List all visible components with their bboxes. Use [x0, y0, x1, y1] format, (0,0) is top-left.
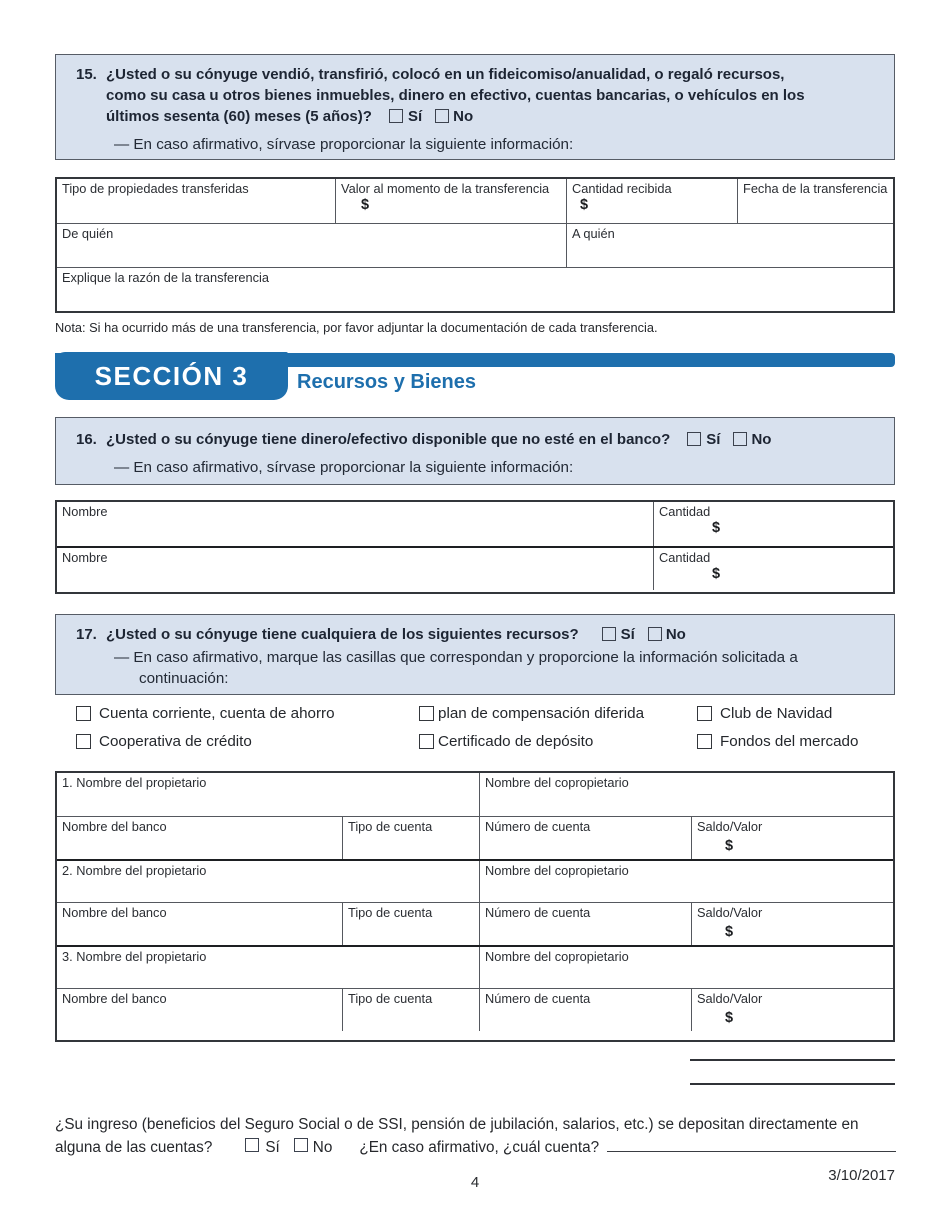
transfer-note: Nota: Si ha ocurrido más de una transferencia, por favor adjuntar la documentación de cada transferencia. [55, 320, 658, 335]
transfer-amount-cell[interactable] [566, 179, 737, 223]
transfer-date-cell[interactable] [737, 179, 893, 223]
cash-table [55, 500, 895, 594]
cash-row-2 [57, 546, 893, 590]
q15-no-label: No [453, 108, 474, 125]
question-15-box [55, 54, 895, 160]
resource-item-credit-union: Cooperativa de crédito [76, 733, 252, 750]
q15-subtext: — En caso afirmativo, sírvase proporcionar la siguiente información: [114, 136, 574, 153]
transfer-to-cell[interactable] [566, 224, 893, 267]
q15-number: 15. [76, 66, 97, 83]
resource-item-christmas-club: Club de Navidad [697, 705, 832, 722]
cash-amount-cell-2[interactable] [653, 548, 893, 590]
bank2-account-number-cell[interactable]: Número de cuenta [479, 903, 691, 945]
deposit-no-label: No [312, 1139, 333, 1156]
page-date: 3/10/2017 [828, 1167, 895, 1184]
q15-yes-checkbox[interactable] [389, 109, 403, 123]
q15-line-1: 15. ¿Usted o su cónyuge vendió, transfirió, colocó en un fideicomiso/anualidad, o regaló recursos, [76, 66, 785, 83]
question-16-box [55, 417, 895, 485]
q15-no-checkbox[interactable] [435, 109, 449, 123]
q16-line: 16. ¿Usted o su cónyuge tiene dinero/efectivo disponible que no esté en el banco? Sí No [76, 431, 772, 448]
bank1-bank-name-cell[interactable]: Nombre del banco [62, 819, 167, 834]
bank3-balance-dollar: $ [725, 1010, 734, 1026]
deposit-no-checkbox[interactable] [294, 1138, 308, 1152]
bank1-detail-row [57, 816, 893, 859]
q17-subtext-line-1: — En caso afirmativo, marque las casillas que correspondan y proporcione la información solicitada a [114, 649, 798, 666]
resource-item-checking-savings: Cuenta corriente, cuenta de ahorro [76, 705, 335, 722]
transfer-property-type-cell[interactable] [57, 179, 335, 223]
cash-amount-label-2: Cantidad [659, 550, 711, 565]
q16-no-label: No [751, 431, 772, 448]
bank2-co-owner-cell[interactable]: Nombre del copropietario [479, 861, 893, 902]
transfer-who-row [57, 223, 893, 267]
transfer-reason-label: Explique la razón de la transferencia [62, 270, 270, 285]
q17-number: 17. [76, 626, 97, 643]
q16-no-checkbox[interactable] [733, 432, 747, 446]
transfer-value-label: Valor al momento de la transferencia [341, 181, 550, 196]
q16-number: 16. [76, 431, 97, 448]
cash-name-cell-2[interactable] [57, 548, 653, 590]
page-number: 4 [470, 1174, 480, 1191]
transfer-from-label: De quién [62, 226, 114, 241]
cash-amount-cell-1[interactable] [653, 502, 893, 546]
transfer-to-label: A quién [572, 226, 615, 241]
resource-item-deferred-compensation: plan de compensación diferida [419, 705, 644, 722]
deposit-which-account-label: ¿En caso afirmativo, ¿cuál cuenta? [359, 1139, 600, 1156]
q17-no-checkbox[interactable] [648, 627, 662, 641]
q16-yes-checkbox[interactable] [687, 432, 701, 446]
transfer-amount-dollar: $ [580, 197, 589, 213]
deposit-yes-checkbox[interactable] [245, 1138, 259, 1152]
cash-amount-dollar-2: $ [712, 566, 721, 582]
bank3-owner-row [57, 945, 893, 988]
cash-amount-label-1: Cantidad [659, 504, 711, 519]
q17-yes-checkbox[interactable] [602, 627, 616, 641]
bank1-balance-cell[interactable]: Saldo/Valor $ [691, 817, 893, 859]
bank2-account-type-cell[interactable]: Tipo de cuenta [342, 903, 479, 945]
which-account-blank[interactable] [607, 1136, 896, 1152]
deposit-line-2-start: alguna de las cuentas? [55, 1139, 213, 1156]
bank3-account-number-cell[interactable]: Número de cuenta [479, 989, 691, 1031]
transfer-table [55, 177, 895, 313]
bank2-detail-row [57, 902, 893, 945]
bank3-bank-name-cell[interactable]: Nombre del banco [62, 991, 167, 1006]
bank2-bank-name-cell[interactable]: Nombre del banco [62, 905, 167, 920]
money-market-checkbox[interactable] [697, 734, 712, 749]
bank2-balance-dollar: $ [725, 924, 734, 940]
deposit-question [55, 1113, 896, 1159]
deposit-line-1: ¿Su ingreso (beneficios del Seguro Social o de SSI, pensión de jubilación, salarios, etc.) se depositan directamente en [55, 1116, 859, 1133]
deferred-compensation-checkbox[interactable] [419, 706, 434, 721]
bank3-co-owner-cell[interactable]: Nombre del copropietario [479, 947, 893, 988]
q17-subtext-line-2: continuación: [139, 670, 229, 687]
bank2-owner-cell[interactable]: 2. Nombre del propietario [62, 863, 207, 878]
cash-amount-dollar-1: $ [712, 520, 721, 536]
cash-name-cell-1[interactable] [57, 502, 653, 546]
bank1-account-number-cell[interactable]: Número de cuenta [479, 817, 691, 859]
bank3-detail-row [57, 988, 893, 1031]
transfer-value-cell[interactable] [335, 179, 566, 223]
blank-fill-line-2[interactable] [690, 1083, 895, 1085]
checking-savings-checkbox[interactable] [76, 706, 91, 721]
christmas-club-checkbox[interactable] [697, 706, 712, 721]
q15-line-2: como su casa u otros bienes inmuebles, dinero en efectivo, cuentas bancarias, o vehículos en los [106, 87, 805, 104]
bank1-co-owner-cell[interactable]: Nombre del copropietario [479, 773, 893, 816]
q15-yes-label: Sí [407, 108, 423, 125]
transfer-reason-row [57, 267, 893, 309]
bank1-account-type-cell[interactable]: Tipo de cuenta [342, 817, 479, 859]
credit-union-checkbox[interactable] [76, 734, 91, 749]
transfer-property-type-label: Tipo de propiedades transferidas [62, 181, 249, 196]
question-17-box [55, 614, 895, 695]
resource-item-money-market: Fondos del mercado [697, 733, 858, 750]
deposit-yes-label: Sí [265, 1139, 280, 1156]
bank1-owner-row [57, 773, 893, 816]
q17-no-label: No [665, 626, 686, 643]
bank3-account-type-cell[interactable]: Tipo de cuenta [342, 989, 479, 1031]
bank3-balance-cell[interactable]: Saldo/Valor $ [691, 989, 893, 1031]
q17-line: 17. ¿Usted o su cónyuge tiene cualquiera de los siguientes recursos? Sí No [76, 626, 686, 643]
bank2-owner-row [57, 859, 893, 902]
transfer-from-cell[interactable] [57, 224, 566, 267]
bank2-balance-cell[interactable]: Saldo/Valor $ [691, 903, 893, 945]
certificate-of-deposit-checkbox[interactable] [419, 734, 434, 749]
transfer-date-label: Fecha de la transferencia [743, 181, 888, 196]
transfer-value-dollar: $ [361, 197, 370, 213]
bank-accounts-table [55, 771, 895, 1042]
transfer-header-row [57, 179, 893, 223]
transfer-reason-cell[interactable] [57, 268, 893, 309]
transfer-amount-label: Cantidad recibida [572, 181, 672, 196]
bank3-owner-cell[interactable]: 3. Nombre del propietario [62, 949, 207, 964]
section3-label: SECCIÓN 3 [94, 360, 249, 391]
cash-name-label-1: Nombre [62, 504, 108, 519]
cash-row-1 [57, 502, 893, 546]
q15-line-3: últimos sesenta (60) meses (5 años)? Sí No [106, 108, 474, 125]
resource-item-certificate-of-deposit: Certificado de depósito [419, 733, 593, 750]
q16-subtext: — En caso afirmativo, sírvase proporcionar la siguiente información: [114, 459, 574, 476]
deposit-line-2 [55, 1136, 896, 1159]
cash-name-label-2: Nombre [62, 550, 108, 565]
section3-tab [55, 352, 288, 400]
q16-yes-label: Sí [706, 431, 721, 448]
section3-title: Recursos y Bienes [297, 371, 476, 393]
blank-fill-line-1[interactable] [690, 1059, 895, 1061]
q17-yes-label: Sí [620, 626, 635, 643]
bank1-balance-dollar: $ [725, 838, 734, 854]
bank1-owner-cell[interactable]: 1. Nombre del propietario [62, 775, 207, 790]
